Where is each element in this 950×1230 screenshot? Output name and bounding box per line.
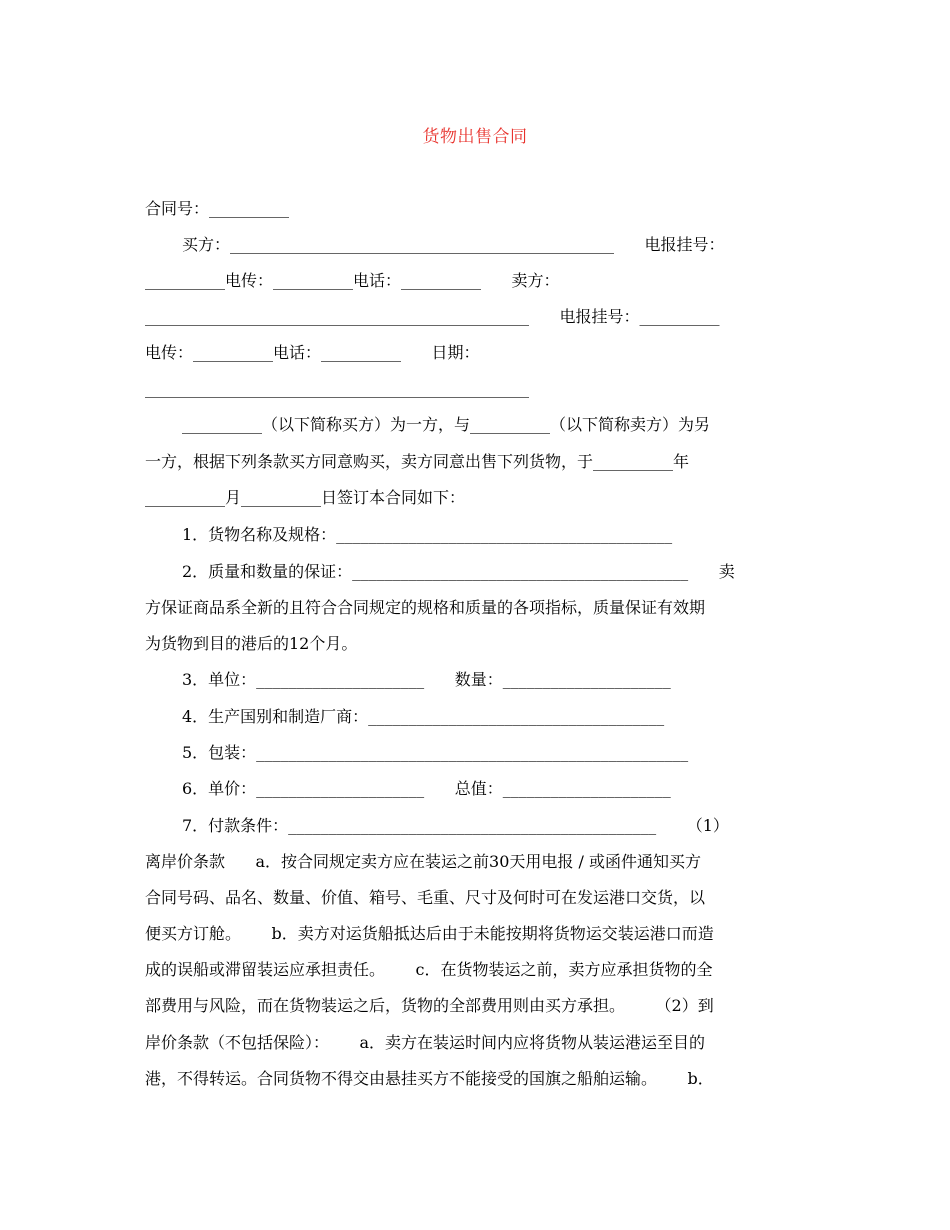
seller-contact-line: 电传：__________电话：__________ 日期： (145, 343, 480, 362)
payment-text: 港，不得转运。合同货物不得交由悬挂买方不能接受的国旗之船舶运输。 b． (145, 1069, 714, 1088)
contract-number-line: 合同号：__________ (145, 199, 290, 218)
payment-text: 部费用与风险，而在货物装运之后，货物的全部费用则由买方承担。 （2）到 (145, 996, 714, 1015)
payment-text: 岸价条款（不包括保险）： a．卖方在装运时间内应将货物从装运港运至目的 (145, 1033, 706, 1052)
payment-text: 便买方订舱。 b．卖方对运货船抵达后由于未能按期将货物运交装运港口而造 (145, 924, 714, 943)
buyer-contact-line: __________电传：__________电话：__________ 卖方： (145, 271, 560, 290)
clause-5: 5．包装：______________________________________________________ (182, 743, 689, 762)
clause-2: 2．质量和数量的保证：__________________________________________ 卖 (182, 562, 735, 581)
paragraph-line: 一方，根据下列条款买方同意购买，卖方同意出售下列货物，于__________年 (145, 452, 690, 471)
clause-6: 6．单价：_____________________ 总值：_____________________ (182, 779, 671, 798)
clause-4: 4．生产国别和制造厂商：_____________________________________ (182, 707, 665, 726)
date-blank-line: ________________________________________________ (145, 379, 529, 398)
clause-2-text: 为货物到目的港后的12个月。 (145, 634, 358, 653)
seller-line: ________________________________________________ 电报挂号：__________ (145, 307, 720, 326)
document-title: 货物出售合同 (422, 127, 528, 147)
payment-text: 合同号码、品名、数量、价值、箱号、毛重、尺寸及何时可在发运港口交货，以 (145, 888, 706, 907)
paragraph-line: __________月__________日签订本合同如下： (145, 488, 466, 507)
payment-text: 成的误船或滞留装运应承担责任。 c．在货物装运之前，卖方应承担货物的全 (145, 960, 713, 979)
clause-3: 3．单位：_____________________ 数量：_____________________ (182, 670, 671, 689)
clause-7: 7．付款条件：______________________________________________ （1） (182, 816, 729, 835)
clause-2-text: 方保证商品系全新的且符合合同规定的规格和质量的各项指标，质量保证有效期 (145, 598, 706, 617)
buyer-line: 买方：________________________________________________ 电报挂号： (182, 235, 725, 254)
payment-text: 离岸价条款 a．按合同规定卖方应在装运之前30天用电报 / 或函件通知买方 (145, 852, 701, 871)
paragraph-line: __________（以下简称买方）为一方，与__________（以下简称卖方）为另 (182, 415, 711, 434)
clause-1: 1．货物名称及规格：__________________________________________ (182, 525, 673, 544)
